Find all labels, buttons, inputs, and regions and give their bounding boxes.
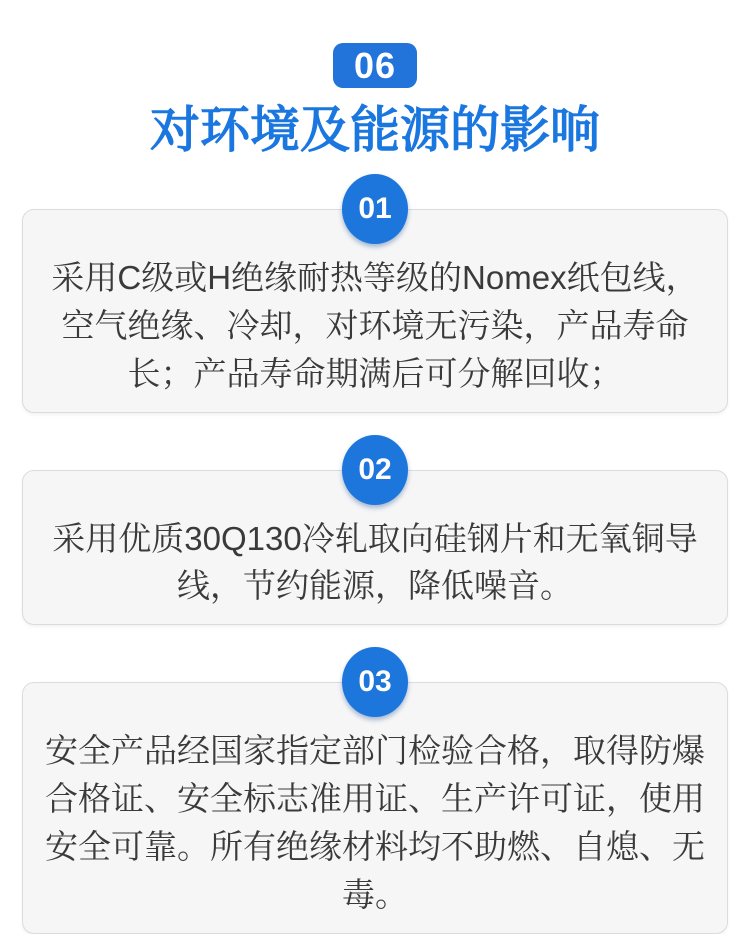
sections-container — [0, 174, 750, 934]
section-3 — [22, 647, 728, 933]
section-2 — [22, 435, 728, 626]
section-number-badge: 06 — [333, 43, 417, 88]
info-card-3 — [22, 682, 728, 933]
section-1 — [22, 174, 728, 413]
circle-number-badge-2: 02 — [342, 435, 408, 505]
brochure-page — [0, 43, 750, 913]
card-text-2: 采用优质30Q130冷轧取向硅钢片和无氧铜导线，节约能源，降低噪音。 — [52, 519, 698, 605]
card-text-1: 采用C级或H绝缘耐热等级的Nomex纸包线，空气绝缘、冷却，对环境无污染，产品寿命长；产品寿命期满后可分解回收； — [51, 259, 699, 392]
card-text-3: 安全产品经国家指定部门检验合格，取得防爆合格证、安全标志准用证、生产许可证，使用安全可靠。所有绝缘材料均不助燃、自熄、无毒。 — [45, 732, 705, 913]
circle-number-badge-3: 03 — [342, 647, 408, 717]
circle-number-badge-1: 01 — [342, 174, 408, 244]
page-title: 对环境及能源的影响 — [150, 102, 600, 158]
